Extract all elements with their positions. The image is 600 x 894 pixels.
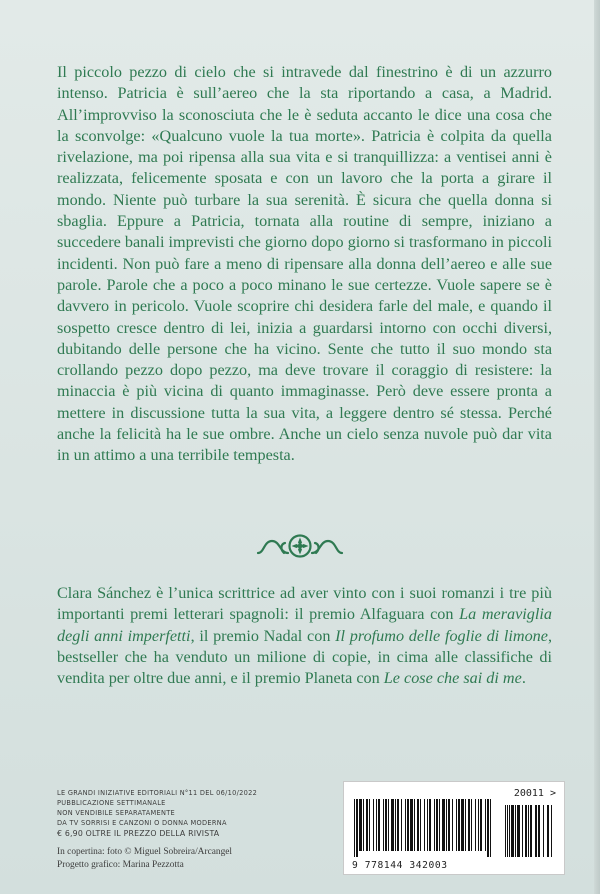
barcode-addon-bar [528,805,529,857]
barcode-bar [452,799,453,851]
barcode-bar [446,799,447,851]
barcode-addon-bar [525,805,527,857]
barcode-bar [378,799,380,851]
price-line: € 6,90 OLTRE IL PREZZO DELLA RIVISTA [57,829,220,839]
book-title-1: La meraviglia degli anni imperfetti [57,605,552,645]
barcode-bar [439,799,440,851]
barcode-bar [434,799,435,851]
barcode-addon-bar [517,805,520,857]
wave-ornament-icon [254,528,346,564]
barcode-bar [429,799,431,851]
barcode-addon-bar [530,805,532,857]
barcode-bar [490,799,491,857]
synopsis-text: Il piccolo pezzo di cielo che si intravede dal finestrino è di un azzurro intenso. Patricia è sull’aereo che la sta riportando a casa, a Madrid. All’improvviso la sconosciuta che le è seduta accanto le dice una cosa che la sconvolge: «Qualcuno vuole la tua morte». Patricia è colpita da quella rivelazione, ma poi ripensa alla sua vita e si tranquillizza: a ventisei anni è realizzata, felicemente sposata e con un lavoro che la porta a girare il mondo. Niente può turbare la sua serenità. È sicura che quella donna si sbaglia. Eppure a Patricia, tornata alla routine di sempre, iniziano a succedere banali imprevisti che giorno dopo giorno si trasformano in piccoli incidenti. Non può fare a meno di ripensare alla donna dell’aereo e alle sue parole. Parole che a poco a poco minano le sue certezze. Vuole sapere se è davvero in pericolo. Vuole scoprire chi desidera farle del male, e quando il sospetto cresce dentro di lei, inizia a guardarsi intorno con occhi diversi, dubitando delle persone che ha vicino. Sente che tutto il suo mondo sta crollando pezzo dopo pezzo, ma deve trovare il coraggio di resistere: la minaccia è più vicina di quanto immaginasse. Però deve essere pronta a mettere in discussione tutta la sua vita, a leggere dentro sé stessa. Perché anche la felicità ha le sue ombre. Anche un cielo senza nuvole può dar vita in un attimo a una terribile tempesta. [57,63,552,465]
barcode-bar [385,799,387,851]
barcode-number: 9 778144 342003 [352,860,448,871]
barcode-bar [359,799,362,851]
barcode-bar [427,799,428,851]
barcode-bar [468,799,470,851]
barcode-bar [478,799,479,851]
barcode-bar [363,799,364,851]
barcode-bar [461,799,464,851]
barcode-bar [369,799,370,851]
barcode-addon-bar [522,805,523,857]
legal-line-1: LE GRANDI INIZIATIVE EDITORIALI N°11 DEL 06/10/2022 [57,789,258,797]
barcode-bar [480,799,482,851]
barcode-bar [356,799,358,857]
barcode [343,781,565,875]
barcode-addon-bar [535,805,537,857]
credits-photo: In copertina: foto © Miguel Sobreira/Arcangel [57,847,233,857]
barcode-bar [485,799,486,851]
barcode-bar [458,799,460,851]
barcode-bar [391,799,394,851]
barcode-addon-bar [538,805,540,857]
legal-line-2: PUBBLICAZIONE SETTIMANALE [57,799,166,808]
cover-edge [594,0,600,894]
barcode-bar [373,799,374,851]
bio-text-1: Clara Sánchez è l’unica scrittrice ad aver vinto con i suoi romanzi i tre più importanti premi letterari spagnoli: il premio Alfaguara con [57,584,552,624]
credits-design: Progetto grafico: Marina Pezzotta [57,859,184,870]
barcode-addon-bar [511,805,514,857]
barcode-addon-bar [505,805,506,857]
barcode-bar [405,799,406,851]
barcode-bar [397,799,399,851]
barcode-bar [407,799,409,851]
barcode-bar [442,799,445,851]
barcode-addon-bar [515,805,516,857]
barcode-bar [410,799,413,851]
barcode-bar [414,799,415,851]
bio-text-4: . [521,669,526,688]
barcode-bar [376,799,377,851]
barcode-bar [436,799,438,851]
cover-credits [57,846,337,871]
barcode-bars-icon [352,799,556,857]
barcode-addon-bar [507,805,508,857]
barcode-addon-bar [509,805,510,857]
book-title-3: Le cose che sai di me [383,669,522,688]
barcode-bar [383,799,384,851]
legal-line-4: DA TV SORRISI E CANZONI O DONNA MODERNA [57,819,227,828]
barcode-addon-bar [547,805,549,857]
barcode-bar [456,799,457,851]
barcode-bar [417,799,419,851]
bio-text-2: , il premio Nadal con [190,626,336,645]
barcode-bar [395,799,396,851]
book-title-2: Il profumo delle foglie di limone [335,626,548,645]
barcode-bar [388,799,389,851]
barcode-bar [420,799,421,851]
barcode-bar [487,799,489,857]
legal-line-3: NON VENDIBILE SEPARATAMENTE [57,809,176,818]
author-bio [57,583,552,689]
barcode-bar [475,799,476,851]
bio-text-3: , bestseller che ha venduto un milione di copie, in cima alle classifiche di vendita per oltre due anni, e il premio Planeta con [57,626,552,688]
barcode-addon-number: 20011 > [513,788,556,799]
barcode-bar [471,799,472,851]
barcode-addon-bar [543,805,544,857]
publication-info [57,788,327,839]
barcode-addon-bar [551,805,552,857]
barcode-bar [465,799,466,851]
barcode-bar [424,799,425,851]
barcode-bar [354,799,355,857]
barcode-bar [401,799,402,851]
barcode-bar [366,799,368,851]
barcode-bar [448,799,450,851]
